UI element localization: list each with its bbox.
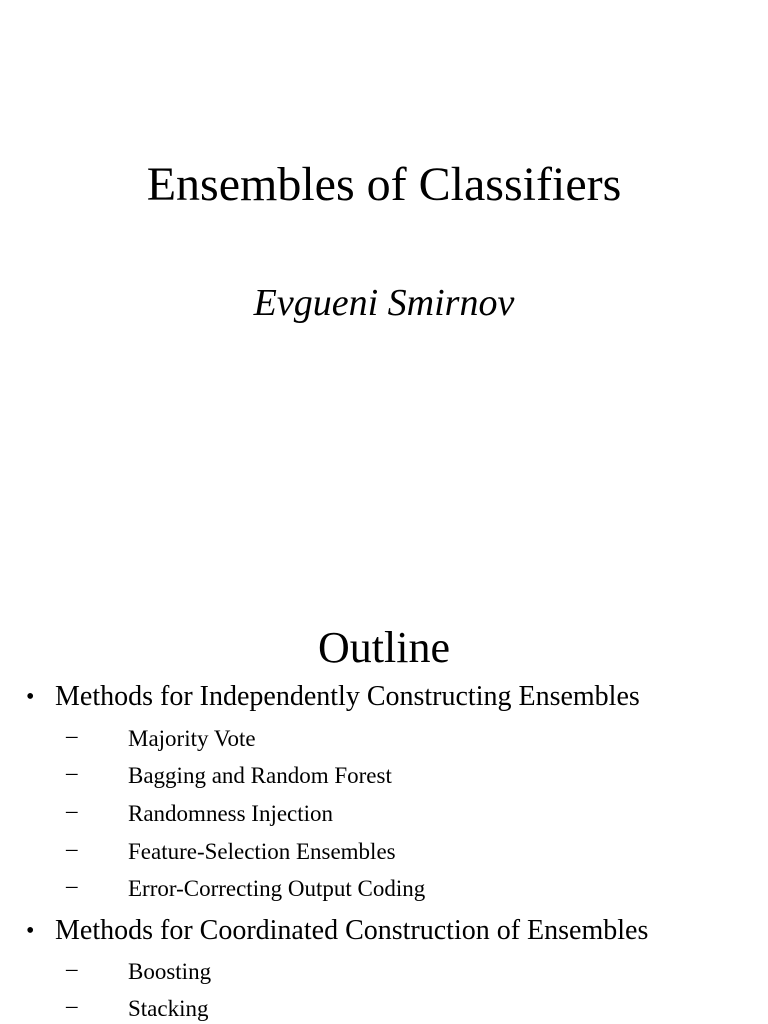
item-label: Boosting: [128, 959, 212, 984]
dash-icon: –: [66, 873, 78, 898]
author-name: Evgueni Smirnov: [253, 282, 515, 324]
item-label: Randomness Injection: [128, 801, 334, 826]
outline-slide: [0, 576, 768, 1024]
item-label: Bagging and Random Forest: [128, 763, 392, 788]
item-label: Stacking: [128, 996, 209, 1021]
outline-title: Outline: [318, 623, 450, 672]
bullet-icon: •: [26, 684, 35, 710]
item-label: Feature-Selection Ensembles: [128, 839, 396, 864]
presentation-title: Ensembles of Classifiers: [146, 158, 622, 211]
dash-icon: –: [66, 760, 78, 785]
section-label: Methods for Independently Constructing Ensembles: [55, 681, 640, 712]
section-label: Methods for Coordinated Construction of Ensembles: [55, 915, 649, 946]
item-label: Majority Vote: [128, 726, 256, 751]
item-label: Error-Correcting Output Coding: [128, 876, 426, 901]
dash-icon: –: [66, 836, 78, 861]
bullet-icon: •: [26, 918, 35, 944]
outline-list: [0, 576, 768, 1024]
dash-icon: –: [66, 956, 78, 981]
dash-icon: –: [66, 798, 78, 823]
dash-icon: –: [66, 723, 78, 748]
dash-icon: –: [66, 993, 78, 1018]
